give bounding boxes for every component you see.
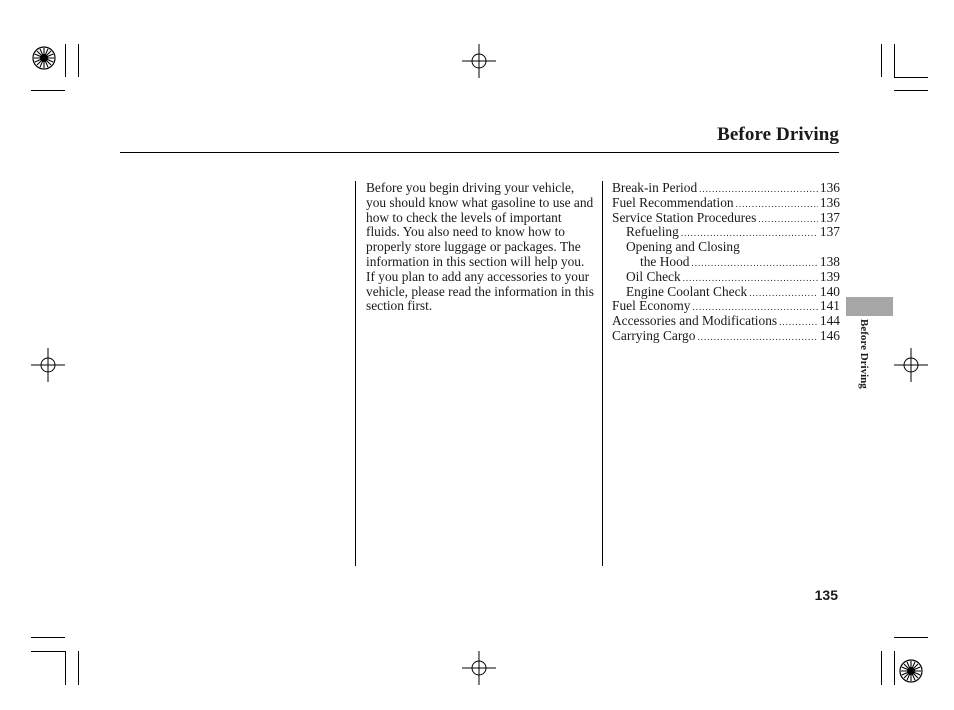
column-divider-right bbox=[602, 181, 603, 566]
toc-item-the-hood[interactable] bbox=[612, 255, 840, 270]
toc-item-break-in-period[interactable] bbox=[612, 181, 840, 196]
toc-label: Accessories and Modifications bbox=[612, 313, 778, 329]
crop-mark-top-right-h1 bbox=[894, 77, 928, 78]
crop-mark-top-right-v2 bbox=[894, 44, 895, 77]
section-tab[interactable] bbox=[846, 297, 893, 316]
registration-mark-icon bbox=[898, 658, 924, 684]
column-divider-left bbox=[355, 181, 356, 566]
toc-item-accessories-and-modifications[interactable] bbox=[612, 314, 840, 329]
crop-mark-top-left-v1 bbox=[65, 44, 66, 77]
page-number: 135 bbox=[814, 587, 838, 603]
crosshair-icon bbox=[462, 44, 496, 78]
dot-leader bbox=[691, 256, 817, 271]
crop-mark-bottom-left-v1 bbox=[65, 651, 66, 685]
toc-label: Fuel Economy bbox=[612, 298, 691, 314]
toc-page: 141 bbox=[819, 298, 840, 314]
crosshair-icon bbox=[462, 651, 496, 685]
crosshair-icon bbox=[31, 348, 65, 382]
toc-label: Carrying Cargo bbox=[612, 327, 696, 343]
toc-item-fuel-economy[interactable] bbox=[612, 299, 840, 314]
toc-label: Fuel Recommendation bbox=[612, 194, 734, 210]
section-tab-label: Before Driving bbox=[858, 319, 870, 389]
crop-mark-top-left-h bbox=[31, 90, 65, 91]
section-contents-list bbox=[612, 181, 840, 344]
page-title: Before Driving bbox=[717, 124, 839, 145]
toc-item-carrying-cargo[interactable] bbox=[612, 329, 840, 344]
dot-leader bbox=[697, 330, 817, 345]
crop-mark-bottom-right-v1 bbox=[881, 651, 882, 685]
toc-item-service-station-procedures[interactable] bbox=[612, 211, 840, 226]
toc-label: Opening and Closing bbox=[626, 239, 740, 255]
toc-label: Engine Coolant Check bbox=[626, 283, 748, 299]
crop-mark-bottom-left-h2 bbox=[31, 651, 65, 652]
crop-mark-top-right-v1 bbox=[881, 44, 882, 77]
toc-page: 144 bbox=[819, 313, 840, 329]
registration-mark-icon bbox=[31, 45, 57, 71]
toc-page: 146 bbox=[819, 327, 840, 343]
toc-item-fuel-recommendation[interactable] bbox=[612, 196, 840, 211]
dot-leader bbox=[749, 286, 818, 301]
toc-page: 136 bbox=[819, 180, 840, 195]
dot-leader bbox=[779, 315, 818, 330]
crop-mark-top-left-v2 bbox=[78, 44, 79, 77]
toc-label: Break-in Period bbox=[612, 180, 698, 195]
toc-item-oil-check[interactable] bbox=[612, 270, 840, 285]
crop-mark-bottom-right-h bbox=[894, 637, 928, 638]
toc-item-engine-coolant-check[interactable] bbox=[612, 285, 840, 300]
toc-page: 137 bbox=[819, 224, 840, 240]
toc-page: 140 bbox=[819, 283, 840, 299]
crosshair-icon bbox=[894, 348, 928, 382]
intro-paragraph bbox=[366, 181, 594, 314]
toc-page: 136 bbox=[819, 194, 840, 210]
toc-label: Refueling bbox=[626, 224, 679, 240]
toc-label: Oil Check bbox=[626, 268, 681, 284]
crop-mark-bottom-left-h1 bbox=[31, 637, 65, 638]
crop-mark-top-right-h2 bbox=[894, 90, 928, 91]
toc-item-opening-and-closing[interactable] bbox=[612, 240, 840, 255]
toc-page: 139 bbox=[819, 268, 840, 284]
crop-mark-bottom-left-v2 bbox=[78, 651, 79, 685]
header-rule bbox=[120, 152, 839, 153]
toc-page: 138 bbox=[819, 253, 840, 269]
dot-leader bbox=[758, 212, 818, 227]
toc-page: 137 bbox=[819, 209, 840, 225]
toc-item-refueling[interactable] bbox=[612, 225, 840, 240]
intro-text: Before you begin driving your vehicle, you should know what gasoline to use and how to check the levels of important fluids. You also need to know how to properly store luggage or packages. The information in this section will help you. If you plan to add any accessories to your vehicle, please read the information in this section first. bbox=[366, 180, 594, 314]
toc-label: the Hood bbox=[640, 253, 690, 269]
toc-label: Service Station Procedures bbox=[612, 209, 757, 225]
crop-mark-bottom-right-v2 bbox=[894, 651, 895, 685]
